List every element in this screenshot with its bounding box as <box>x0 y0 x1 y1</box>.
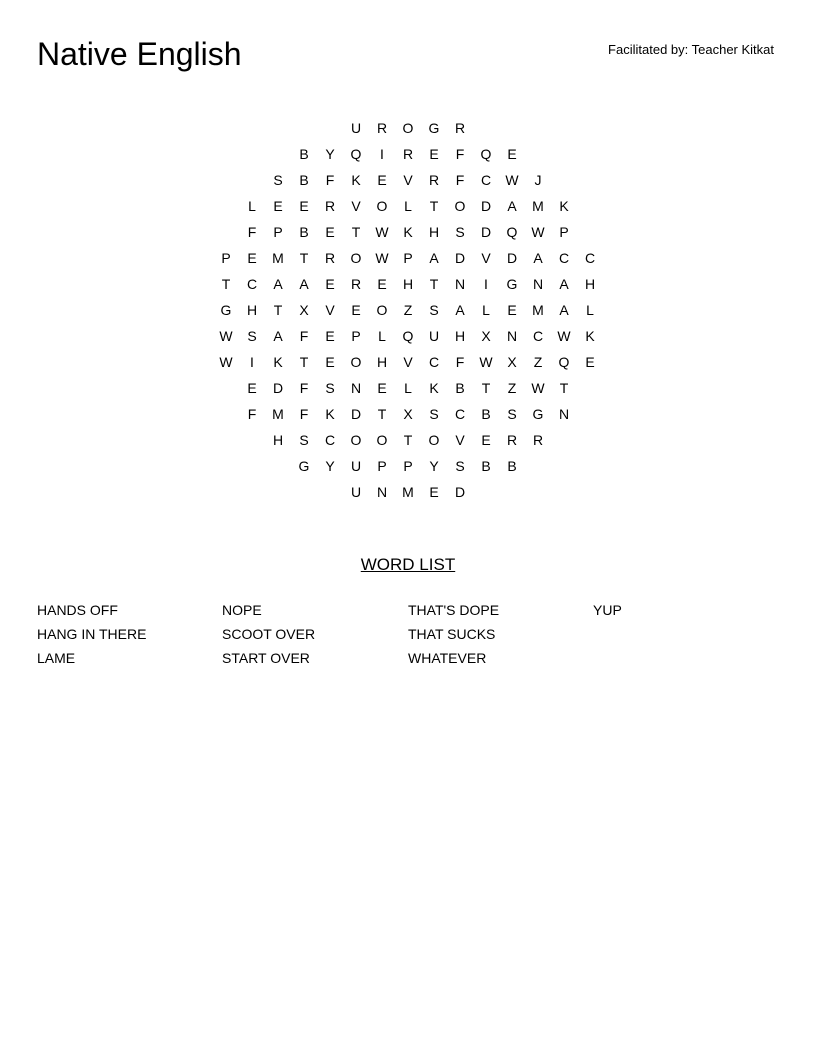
grid-letter: H <box>454 328 466 344</box>
grid-letter: T <box>377 406 387 422</box>
grid-letter: O <box>350 432 362 448</box>
grid-letter: N <box>350 380 362 396</box>
grid-letter: R <box>350 276 362 292</box>
grid-letter: R <box>428 172 440 188</box>
grid-letter: M <box>272 250 284 266</box>
grid-letter: B <box>507 458 517 474</box>
grid-letter: X <box>299 302 309 318</box>
grid-letter: A <box>559 276 569 292</box>
grid-letter: G <box>506 276 518 292</box>
grid-letter: E <box>325 276 335 292</box>
grid-letter: A <box>299 276 309 292</box>
grid-letter: H <box>584 276 596 292</box>
grid-letter: F <box>299 328 309 344</box>
grid-letter: P <box>403 250 413 266</box>
grid-letter: P <box>273 224 283 240</box>
grid-letter: U <box>350 458 362 474</box>
grid-letter: G <box>298 458 310 474</box>
grid-letter: W <box>557 328 571 344</box>
grid-letter: W <box>219 354 233 370</box>
grid-letter: H <box>246 302 258 318</box>
grid-letter: O <box>376 302 388 318</box>
grid-letter: N <box>532 276 544 292</box>
grid-letter: I <box>484 276 488 292</box>
grid-letter: T <box>299 354 309 370</box>
grid-letter: K <box>273 354 283 370</box>
grid-letter: W <box>219 328 233 344</box>
grid-letter: E <box>377 276 387 292</box>
grid-letter: L <box>378 328 386 344</box>
grid-letter: W <box>375 224 389 240</box>
grid-letter: C <box>584 250 596 266</box>
grid-letter: U <box>428 328 440 344</box>
grid-letter: C <box>480 172 492 188</box>
grid-letter: K <box>403 224 413 240</box>
grid-letter: R <box>532 432 544 448</box>
grid-letter: F <box>455 146 465 162</box>
grid-letter: E <box>325 354 335 370</box>
grid-letter: H <box>428 224 440 240</box>
grid-letter: P <box>559 224 569 240</box>
grid-letter: E <box>377 172 387 188</box>
grid-letter: B <box>455 380 465 396</box>
grid-letter: D <box>480 224 492 240</box>
grid-letter: V <box>403 354 413 370</box>
grid-letter: A <box>273 328 283 344</box>
grid-letter: V <box>403 172 413 188</box>
facilitator-credit: Facilitated by: Teacher Kitkat <box>608 42 774 57</box>
grid-letter: Z <box>507 380 517 396</box>
grid-letter: E <box>351 302 361 318</box>
grid-letter: W <box>505 172 519 188</box>
grid-letter: Z <box>533 354 543 370</box>
grid-letter: K <box>351 172 361 188</box>
grid-letter: D <box>506 250 518 266</box>
grid-letter: A <box>559 302 569 318</box>
grid-letter: K <box>429 380 439 396</box>
grid-letter: B <box>299 146 309 162</box>
grid-letter: P <box>221 250 231 266</box>
grid-letter: R <box>402 146 414 162</box>
grid-letter: L <box>404 380 412 396</box>
grid-letter: S <box>273 172 283 188</box>
grid-letter: I <box>380 146 384 162</box>
page-title: Native English <box>37 36 242 72</box>
grid-letter: L <box>482 302 490 318</box>
grid-letter: H <box>402 276 414 292</box>
grid-letter: C <box>428 354 440 370</box>
grid-letter: M <box>272 406 284 422</box>
grid-letter: E <box>507 146 517 162</box>
grid-letter: V <box>455 432 465 448</box>
grid-letter: C <box>454 406 466 422</box>
grid-letter: F <box>247 406 257 422</box>
grid-letter: R <box>324 198 336 214</box>
word-list-item: THAT'S DOPE <box>408 602 500 618</box>
grid-letter: V <box>481 250 491 266</box>
grid-letter: T <box>351 224 361 240</box>
grid-letter: L <box>586 302 594 318</box>
grid-letter: O <box>350 354 362 370</box>
grid-letter: F <box>455 172 465 188</box>
grid-letter: S <box>429 406 439 422</box>
word-list-item: YUP <box>593 602 622 618</box>
grid-letter: L <box>248 198 256 214</box>
grid-letter: S <box>325 380 335 396</box>
grid-letter: A <box>533 250 543 266</box>
grid-letter: R <box>324 250 336 266</box>
grid-letter: Q <box>402 328 414 344</box>
grid-letter: B <box>299 224 309 240</box>
grid-letter: A <box>507 198 517 214</box>
grid-letter: D <box>480 198 492 214</box>
grid-letter: E <box>273 198 283 214</box>
grid-letter: E <box>585 354 595 370</box>
word-list-item: HANDS OFF <box>37 602 118 618</box>
grid-letter: C <box>558 250 570 266</box>
grid-letter: T <box>429 276 439 292</box>
grid-letter: O <box>350 250 362 266</box>
word-search-grid <box>0 0 816 520</box>
grid-letter: T <box>221 276 231 292</box>
grid-letter: S <box>247 328 257 344</box>
word-list-item: NOPE <box>222 602 262 618</box>
word-list <box>0 600 816 680</box>
grid-letter: D <box>454 484 466 500</box>
word-list-item: START OVER <box>222 650 310 666</box>
grid-letter: W <box>531 380 545 396</box>
grid-letter: A <box>429 250 439 266</box>
grid-letter: E <box>481 432 491 448</box>
grid-letter: I <box>250 354 254 370</box>
grid-letter: F <box>247 224 257 240</box>
grid-letter: R <box>506 432 518 448</box>
grid-letter: B <box>481 406 491 422</box>
grid-letter: M <box>532 198 544 214</box>
grid-letter: E <box>247 380 257 396</box>
grid-letter: P <box>377 458 387 474</box>
grid-letter: R <box>454 120 466 136</box>
grid-letter: B <box>299 172 309 188</box>
grid-letter: P <box>351 328 361 344</box>
grid-letter: K <box>325 406 335 422</box>
grid-letter: U <box>350 484 362 500</box>
grid-letter: F <box>325 172 335 188</box>
grid-letter: T <box>429 198 439 214</box>
grid-letter: W <box>531 224 545 240</box>
grid-letter: N <box>558 406 570 422</box>
grid-letter: S <box>455 458 465 474</box>
grid-letter: O <box>402 120 414 136</box>
grid-letter: E <box>299 198 309 214</box>
grid-letter: H <box>272 432 284 448</box>
grid-letter: T <box>403 432 413 448</box>
grid-letter: Y <box>325 146 335 162</box>
grid-letter: F <box>299 380 309 396</box>
grid-letter: C <box>532 328 544 344</box>
grid-letter: Q <box>480 146 492 162</box>
grid-letter: P <box>403 458 413 474</box>
grid-letter: F <box>299 406 309 422</box>
grid-letter: N <box>376 484 388 500</box>
grid-letter: E <box>247 250 257 266</box>
grid-letter: J <box>534 172 542 188</box>
grid-letter: Y <box>325 458 335 474</box>
grid-letter: E <box>429 146 439 162</box>
grid-letter: K <box>585 328 595 344</box>
grid-letter: M <box>532 302 544 318</box>
grid-letter: Q <box>350 146 362 162</box>
grid-letter: X <box>403 406 413 422</box>
grid-letter: S <box>299 432 309 448</box>
grid-letter: E <box>325 224 335 240</box>
word-list-heading: WORD LIST <box>360 555 456 574</box>
grid-letter: O <box>376 432 388 448</box>
grid-letter: L <box>404 198 412 214</box>
word-list-item: SCOOT OVER <box>222 626 316 642</box>
grid-letter: Z <box>403 302 413 318</box>
grid-letter: W <box>479 354 493 370</box>
grid-letter: N <box>454 276 466 292</box>
grid-letter: T <box>559 380 569 396</box>
grid-letter: O <box>428 432 440 448</box>
grid-letter: K <box>559 198 569 214</box>
grid-letter: S <box>429 302 439 318</box>
grid-letter: E <box>507 302 517 318</box>
grid-letter: D <box>454 250 466 266</box>
word-list-item: THAT SUCKS <box>408 626 496 642</box>
grid-letter: X <box>481 328 491 344</box>
grid-letter: T <box>299 250 309 266</box>
word-list-item: WHATEVER <box>408 650 487 666</box>
grid-letter: R <box>376 120 388 136</box>
word-list-item: LAME <box>37 650 76 666</box>
grid-letter: W <box>375 250 389 266</box>
grid-letter: E <box>377 380 387 396</box>
grid-letter: O <box>376 198 388 214</box>
grid-letter: D <box>272 380 284 396</box>
grid-letter: U <box>350 120 362 136</box>
grid-letter: T <box>481 380 491 396</box>
grid-letter: N <box>506 328 518 344</box>
grid-letter: V <box>351 198 361 214</box>
grid-letter: S <box>507 406 517 422</box>
grid-letter: Y <box>429 458 439 474</box>
grid-letter: S <box>455 224 465 240</box>
grid-letter: Q <box>506 224 518 240</box>
grid-letter: C <box>324 432 336 448</box>
grid-letter: A <box>273 276 283 292</box>
grid-letter: F <box>455 354 465 370</box>
grid-letter: G <box>532 406 544 422</box>
grid-letter: G <box>428 120 440 136</box>
grid-letter: V <box>325 302 335 318</box>
grid-letter: C <box>246 276 258 292</box>
grid-letter: X <box>507 354 517 370</box>
grid-letter: M <box>402 484 414 500</box>
grid-letter: D <box>350 406 362 422</box>
word-list-item: HANG IN THERE <box>37 626 147 642</box>
grid-letter: G <box>220 302 232 318</box>
grid-letter: T <box>273 302 283 318</box>
grid-letter: H <box>376 354 388 370</box>
grid-letter: A <box>455 302 465 318</box>
grid-letter: E <box>429 484 439 500</box>
grid-letter: Q <box>558 354 570 370</box>
grid-letter: O <box>454 198 466 214</box>
grid-letter: E <box>325 328 335 344</box>
grid-letter: B <box>481 458 491 474</box>
